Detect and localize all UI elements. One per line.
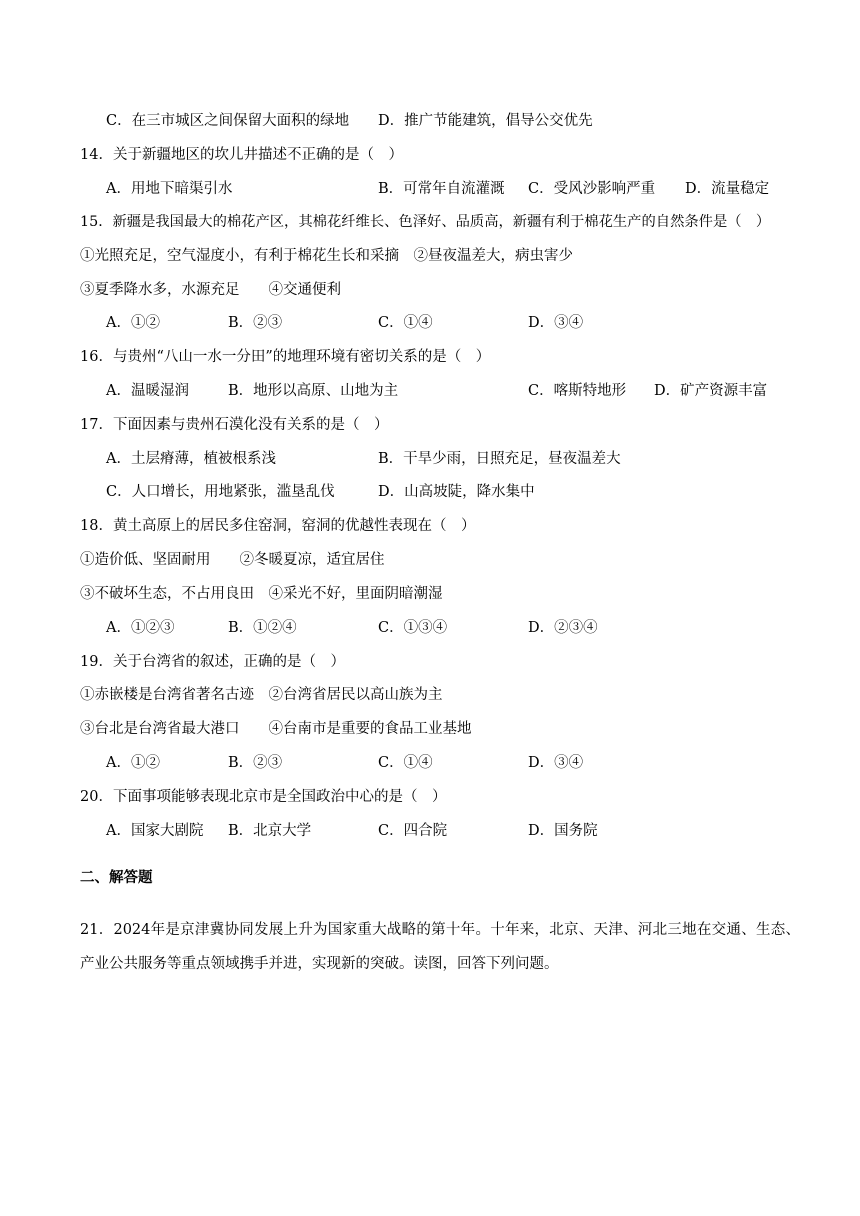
- q17-option-d: D．山高坡陡，降水集中: [378, 484, 535, 500]
- q13-option-d: D．推广节能建筑，倡导公交优先: [378, 113, 593, 129]
- q16-option-a: A．温暖湿润: [106, 383, 189, 399]
- q17-option-c: C．人口增长，用地紧张，滥垦乱伐: [106, 484, 335, 500]
- q15-option-a: A．①②: [106, 315, 160, 331]
- q18-item-line-1: ①造价低、坚固耐用 ②冬暖夏凉，适宜居住: [80, 552, 385, 568]
- q15-item-line-1: ①光照充足，空气湿度小，有利于棉花生长和采摘 ②昼夜温差大，病虫害少: [80, 248, 573, 264]
- q14-option-b: B．可常年自流灌溉: [378, 181, 505, 197]
- q14-option-c: C．受风沙影响严重: [528, 181, 656, 197]
- q19-option-d: D．③④: [528, 755, 584, 771]
- q16-option-b: B．地形以高原、山地为主: [228, 383, 399, 399]
- q17-option-b: B．干旱少雨，日照充足，昼夜温差大: [378, 451, 621, 467]
- q20-stem: 20．下面事项能够表现北京市是全国政治中心的是（ ）: [80, 789, 447, 805]
- q20-option-b: B．北京大学: [228, 823, 312, 839]
- q18-option-a: A．①②③: [106, 620, 175, 636]
- q17-option-a: A．土层瘠薄，植被根系浅: [106, 451, 276, 467]
- q16-option-d: D．矿产资源丰富: [654, 383, 768, 399]
- q13-option-c: C．在三市城区之间保留大面积的绿地: [106, 113, 350, 129]
- q17-stem: 17．下面因素与贵州石漠化没有关系的是（ ）: [80, 417, 389, 433]
- q21-text: 21．2024年是京津冀协同发展上升为国家重大战略的第十年。十年来，北京、天津、河北三地在交通、生态、产业公共服务等重点领域携手并进，实现新的突破。读图，回答下列问题。: [80, 922, 800, 972]
- q19-item-line-2: ③台北是台湾省最大港口 ④台南市是重要的食品工业基地: [80, 721, 472, 737]
- section-title: 二、解答题: [80, 870, 153, 886]
- q20-option-a: A．国家大剧院: [106, 823, 204, 839]
- q18-item-line-2: ③不破坏生态，不占用良田 ④采光不好，里面阴暗潮湿: [80, 586, 443, 602]
- q15-option-b: B．②③: [228, 315, 283, 331]
- q15-option-d: D．③④: [528, 315, 584, 331]
- q14-option-a: A．用地下暗渠引水: [106, 181, 233, 197]
- q15-stem: 15．新疆是我国最大的棉花产区，其棉花纤维长、色泽好、品质高，新疆有利于棉花生产的自然条件是（ ）: [80, 214, 771, 230]
- q19-option-b: B．②③: [228, 755, 283, 771]
- q18-option-c: C．①③④: [378, 620, 448, 636]
- q15-item-line-2: ③夏季降水多，水源充足 ④交通便利: [80, 282, 341, 298]
- q14-stem: 14．关于新疆地区的坎儿井描述不正确的是（ ）: [80, 147, 403, 163]
- q19-item-line-1: ①赤嵌楼是台湾省著名古迹 ②台湾省居民以高山族为主: [80, 687, 443, 703]
- q16-option-c: C．喀斯特地形: [528, 383, 627, 399]
- q20-option-c: C．四合院: [378, 823, 448, 839]
- q19-stem: 19．关于台湾省的叙述，正确的是（ ）: [80, 654, 345, 670]
- q15-option-c: C．①④: [378, 315, 433, 331]
- q19-option-c: C．①④: [378, 755, 433, 771]
- q19-option-a: A．①②: [106, 755, 160, 771]
- q16-stem: 16．与贵州“八山一水一分田”的地理环境有密切关系的是（ ）: [80, 349, 491, 365]
- q20-option-d: D．国务院: [528, 823, 598, 839]
- q18-option-d: D．②③④: [528, 620, 598, 636]
- q18-stem: 18．黄土高原上的居民多住窑洞，窑洞的优越性表现在（ ）: [80, 518, 476, 534]
- q14-option-d: D．流量稳定: [685, 181, 770, 197]
- q18-option-b: B．①②④: [228, 620, 297, 636]
